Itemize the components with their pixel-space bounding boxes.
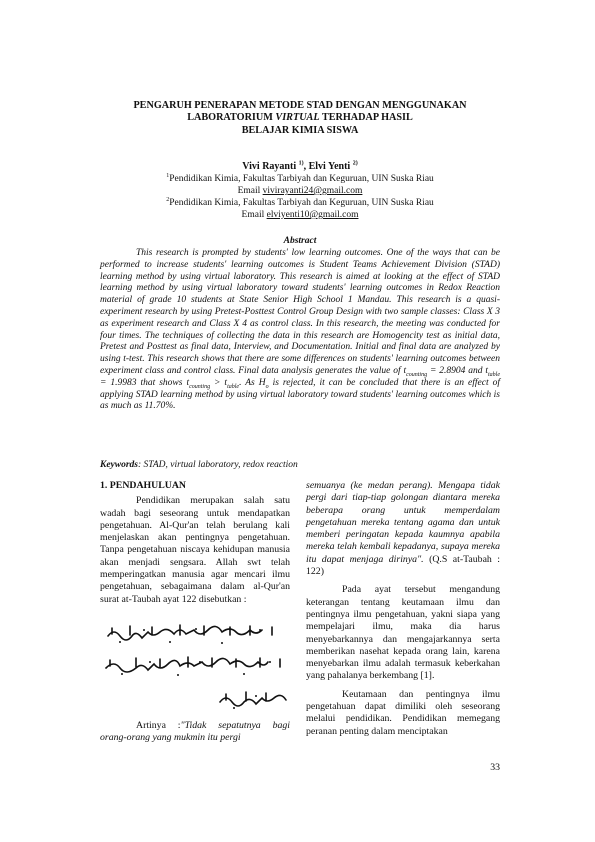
sub-counting-2: counting bbox=[189, 383, 211, 390]
keywords bbox=[100, 460, 500, 470]
sub-counting: counting bbox=[406, 371, 428, 378]
aff-1-text: Pendidikan Kimia, Fakultas Tarbiyah dan Keguruan, UIN Suska Riau bbox=[169, 174, 434, 184]
arabic-verse-image bbox=[100, 622, 290, 714]
abstract-text-d: > t bbox=[210, 377, 228, 388]
email-2-label: Email bbox=[241, 210, 267, 220]
aff-1-sup: 1 bbox=[166, 172, 170, 179]
email-1-link[interactable]: vivirayanti24@gmail.com bbox=[262, 186, 363, 196]
affiliation-2 bbox=[100, 197, 500, 209]
translation-italic: semuanya (ke medan perang). Mengapa tidak pergi dari tiap-tiap golongan diantara mereka beberapa orang untuk memperdalam pengetahuan mereka tentang agama dan untuk memberi peringatan kepada kaumnya apabila mereka telah kembali kepadanya, supaya mereka itu dapat menjaga dirinya". bbox=[306, 480, 500, 565]
title-line-2 bbox=[100, 112, 500, 124]
title-line-1: PENGARUH PENERAPAN METODE STAD DENGAN MENGGUNAKAN bbox=[133, 100, 467, 111]
verse-citation: (Q.S at-Taubah : 122) bbox=[306, 553, 500, 578]
email-2-link[interactable]: elviyenti10@gmail.com bbox=[266, 210, 359, 220]
section-heading: 1. PENDAHULUAN bbox=[100, 480, 186, 491]
aff-2-text: Pendidikan Kimia, Fakultas Tarbiyah dan Keguruan, UIN Suska Riau bbox=[169, 198, 434, 208]
affiliation-1 bbox=[100, 173, 500, 185]
sub-table-2: table bbox=[227, 383, 240, 390]
author-sep: , bbox=[303, 161, 309, 172]
right-column bbox=[306, 480, 500, 738]
page-number: 33 bbox=[490, 762, 500, 773]
intro-paragraph-2: Pada ayat tersebut mengandung keterangan tentang keutamaan ilmu dan pentingnya ilmu pengetahuan, yakni siapa yang mempelajari ilmu, maka dia harus menyebarkannya dan mengajarkannya serta memberikan nasehat kepada orang lain, karena menyebarkan ilmu adalah termasuk keberkahan yang pahalanya berkembang [1]. bbox=[306, 584, 500, 682]
email-1-label: Email bbox=[237, 186, 263, 196]
abstract-text-f: is rejected, it can be concluded that there is an effect of applying STAD learning method by using virtual laboratory toward students' learning outcomes which is as much as 11.70%. bbox=[100, 377, 500, 412]
abstract-text-b: = 2.8904 and t bbox=[427, 365, 488, 376]
author-1-sup: 1) bbox=[298, 160, 304, 167]
author-1: Vivi Rayanti bbox=[242, 161, 297, 172]
intro-paragraph-1: Pendidikan merupakan salah satu wadah bagi seseorang untuk mendapatkan pengetahuan. Al-Qur'an telah berulang kali menjelaskan akan pentingnya pengetahuan. Tanpa pengetahuan niscaya kehidupan manusia akan menjadi sengsara. Allah swt telah memperingatkan manusia agar mencari ilmu pengetahuan, sebagaimana dalam al-Qur'an surat at-Taubah ayat 122 disebutkan : bbox=[100, 495, 290, 605]
aff-2-sup: 2 bbox=[166, 196, 170, 203]
title-virtual: VIRTUAL bbox=[275, 112, 320, 124]
keywords-label: Keywords bbox=[100, 460, 138, 470]
artinya-label: Artinya : bbox=[136, 719, 181, 731]
abstract-heading: Abstract bbox=[283, 236, 317, 246]
paper-title bbox=[100, 100, 500, 137]
author-names bbox=[100, 161, 500, 173]
email-1 bbox=[100, 185, 500, 197]
title-line-2a: LABORATORIUM bbox=[187, 112, 276, 124]
title-line-2b: TERHADAP HASIL bbox=[319, 112, 413, 124]
abstract-text-e: . As H bbox=[239, 377, 266, 388]
artinya-text: "Tidak sepatutnya bagi orang-orang yang mukmin itu pergi bbox=[100, 719, 290, 744]
translation-continued bbox=[306, 480, 500, 578]
left-column bbox=[100, 480, 290, 745]
abstract-text-c: = 1.9983 that shows t bbox=[100, 377, 190, 388]
author-2: Elvi Yenti bbox=[308, 161, 351, 172]
abstract-text-a: This research is prompted by students' low learning outcomes. One of the ways that can be performed to increase students' learning outcomes is Student Teams Achievement Division (STAD) learning method by using virtual laboratory. This research is aimed at looking at the effect of STAD learning method by using virtual laboratory toward students' learning outcomes in Redox Reaction material of grade 10 students at State Senior High School 1 Mandau. This research is a quasi-experiment research by using Pretest-Posttest Control Group Design with two sample classes: Class X 3 as experiment research and Class X 4 as control class. In this research, the meeting was conducted for four times. The techniques of collecting the data in this research are Homogencity test as initial data, Pretest and Posttest as final data, Interview, and Documentation. Initial and final data are analyzed by using t-test. This research shows that there are some differences on students' learning outcomes between experiment class and control class. Final data analysis generates the value of t bbox=[100, 248, 500, 376]
sub-table: table bbox=[488, 371, 500, 378]
author-block bbox=[100, 161, 500, 221]
sub-o: o bbox=[265, 383, 269, 390]
email-2 bbox=[100, 209, 500, 221]
author-2-sup: 2) bbox=[352, 160, 358, 167]
intro-paragraph-3: Keutamaan dan pentingnya ilmu pengetahuan dapat dimiliki oleh seseorang melalui pendidikan. Pendidikan memegang peranan penting dalam menciptakan bbox=[306, 688, 500, 737]
artinya-paragraph bbox=[100, 720, 290, 745]
keywords-value: : STAD, virtual laboratory, redox reaction bbox=[138, 460, 298, 470]
title-line-3: BELAJAR KIMIA SISWA bbox=[241, 124, 359, 136]
arabic-calligraphy bbox=[100, 622, 290, 714]
abstract-body bbox=[100, 248, 500, 413]
